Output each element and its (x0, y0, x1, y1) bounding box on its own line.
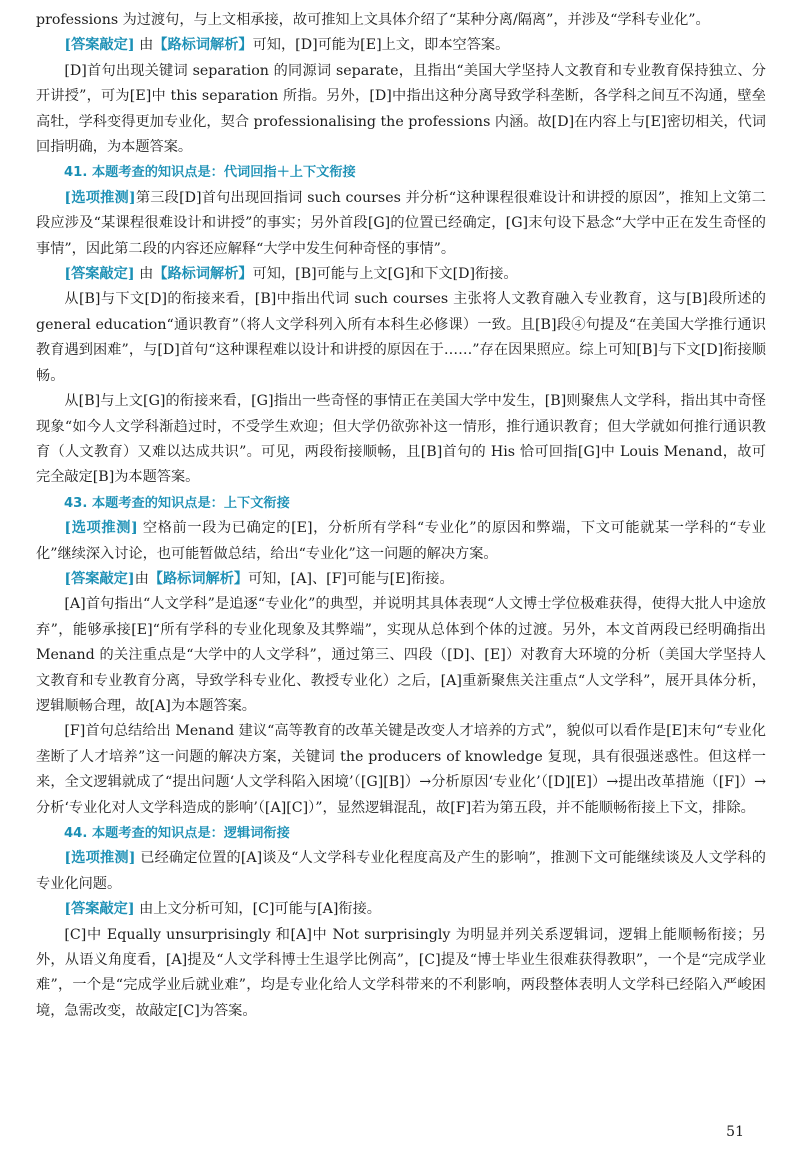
text-segment: 由 (134, 266, 154, 283)
text-segment: 第三段[D]首句出现回指词 such courses 并分析“这种课程很难设计和讲授的原因”，推知上文第二段应涉及“某课程很难设计和讲授”的事实；另外首段[G]的位置已经确定，[G]末句设下悬念“大学中正在发生奇怪的事情”，因此第二段的内容还应解释“大学中发生何种奇怪的事情”。 (36, 189, 766, 257)
text-segment: [C]中 Equally unsurprisingly 和[A]中 Not surprisingly 为明显并列关系逻辑词，逻辑上能顺畅衔接；另外，从语义角度看，[A]提及“人文学科博士生退学比例高”，[C]提及“博士毕业生很难获得教职”，一个是“完成学业难”，一个是“完成学业后就业难”，均是专业化给人文学科带来的不利影响，两段整体表明人文学科已经陷入严峻困境，急需改变，故敲定[C]为答案。 (36, 926, 766, 1019)
paragraph (36, 567, 766, 592)
answer-tag: [选项推测] (64, 520, 138, 537)
text-segment: 空格前一段为已确定的[E]，分析所有学科“专业化”的原因和弊端，下文可能就某一学科的“专业化”继续深入讨论，也可能暂做总结，给出“专业化”这一问题的解决方案。 (36, 520, 766, 562)
paragraph (36, 897, 766, 922)
text-segment: 由 (134, 37, 154, 54)
answer-tag: [答案敲定] (64, 570, 135, 587)
text-segment: 41. 本题考查的知识点是：代词回指＋上下文衔接 (64, 165, 356, 181)
text-segment: 44. 本题考查的知识点是：逻辑词衔接 (64, 826, 290, 841)
paragraph (36, 389, 766, 491)
text-segment: 已经确定位置的[A]谈及“人文学科专业化程度高及产生的影响”，推测下文可能继续谈及人文学科的专业化问题。 (36, 850, 766, 892)
section-heading (36, 491, 766, 516)
text-segment: 从[B]与下文[D]的衔接来看，[B]中指出代词 such courses 主张将人文教育融入专业教育，这与[B]段所述的 general education“通识教育”（将人文学科列入所有本科生必修课）一致。且[B]段④句提及“在美国大学推行通识教育遇到困难”，与[D]首句“这种课程难以设计和讲授的原因在于……”存在因果照应。综上可知[B]与下文[D]衔接顺畅。 (36, 291, 766, 384)
paragraph (36, 8, 766, 33)
section-heading (36, 160, 766, 185)
reference-label: 【路标词解析】 (153, 266, 253, 283)
text-segment: 由上文分析可知，[C]可能与[A]衔接。 (134, 901, 381, 918)
answer-tag: [答案敲定] (64, 266, 135, 283)
text-segment: 可知，[A]、[F]可能与[E]衔接。 (248, 570, 454, 587)
reference-label: 【路标词解析】 (153, 37, 253, 54)
answer-tag: [选项推测] (64, 850, 136, 867)
text-segment: 从[B]与上文[G]的衔接来看，[G]指出一些奇怪的事情正在美国大学中发生，[B]则聚焦人文学科，指出其中奇怪现象“如今人文学科渐趋过时，不受学生欢迎；但大学仍欲弥补这一情形，推行通识教育；但大学就如何推行通识教育（人文教育）又难以达成共识”。可见，两段衔接顺畅，且[B]首句的 His 恰可回指[G]中 Louis Menand，故可完全敲定[B]为本题答案。 (36, 393, 766, 486)
paragraph (36, 846, 766, 897)
paragraph (36, 592, 766, 719)
paragraph (36, 719, 766, 821)
reference-label: 【路标词解析】 (148, 570, 249, 587)
text-segment: [D]首句出现关键词 separation 的同源词 separate，且指出“美国大学坚持人文教育和专业教育保持独立、分开讲授”，可为[E]中 this separation 所指。另外，[D]中指出这种分离导致学科垄断，各学科之间互不沟通，壁垒高牡，学科变得更加专业化，契合 professionalising the professions 内涵。故[D]在内容上与[E]密切相关，代词回指明确，为本题答案。 (36, 62, 766, 156)
text-segment: [A]首句指出“人文学科”是追逐“专业化”的典型，并说明其具体表现“人文博士学位极难获得，使得大批人中途放弃”，能够承接[E]“所有学科的专业化现象及其弊端”，实现从总体到个体的过渡。另外，本文首两段已经明确指出 Menand 的关注重点是“大学中的人文学科”，通过第三、四段（[D]、[E]）对教育大环境的分析（美国大学坚持人文教育和专业教育分离，导致学科专业化、教授专业化）之后，[A]重新聚焦关注重点“人文学科”，展开具体分析，逻辑顺畅合理，故[A]为本题答案。 (36, 596, 766, 714)
answer-tag: [答案敲定] (64, 37, 135, 54)
text-segment: 43. 本题考查的知识点是：上下文衔接 (64, 495, 290, 511)
text-segment: 由 (134, 570, 149, 587)
paragraph (36, 287, 766, 389)
paragraph (36, 33, 766, 58)
text-segment: 可知，[B]可能与上文[G]和下文[D]衔接。 (252, 266, 518, 283)
paragraph (36, 186, 766, 262)
document-page (36, 8, 766, 1024)
text-segment: professions 为过渡句，与上文相承接，故可推知上文具体介绍了“某种分离/隔离”，并涉及“学科专业化”。 (36, 12, 710, 28)
answer-tag: [答案敲定] (64, 901, 135, 918)
paragraph (36, 516, 766, 567)
text-segment: 可知，[D]可能为[E]上文，即本空答案。 (252, 37, 510, 54)
text-segment: [F]首句总结给出 Menand 建议“高等教育的改革关键是改变人才培养的方式”，貌似可以看作是[E]末句“专业化垄断了人才培养”这一问题的解决方案，关键词 the producers of knowledge 复现，具有很强迷惑性。但这样一来，全文逻辑就成了“提出问题‘人文学科陷入困境’（[G][B]）→分析原因‘专业化’（[D][E]）→提出改革措施（[F]）→分析‘专业化对人文学科造成的影响’（[A][C]）”，显然逻辑混乱，故[F]若为第五段，并不能顺畅衔接上下文，排除。 (36, 723, 766, 816)
answer-tag: [选项推测] (64, 189, 136, 206)
section-heading (36, 821, 766, 846)
paragraph (36, 262, 766, 287)
paragraph (36, 59, 766, 161)
paragraph (36, 923, 766, 1025)
page-number: 51 (726, 1124, 744, 1140)
